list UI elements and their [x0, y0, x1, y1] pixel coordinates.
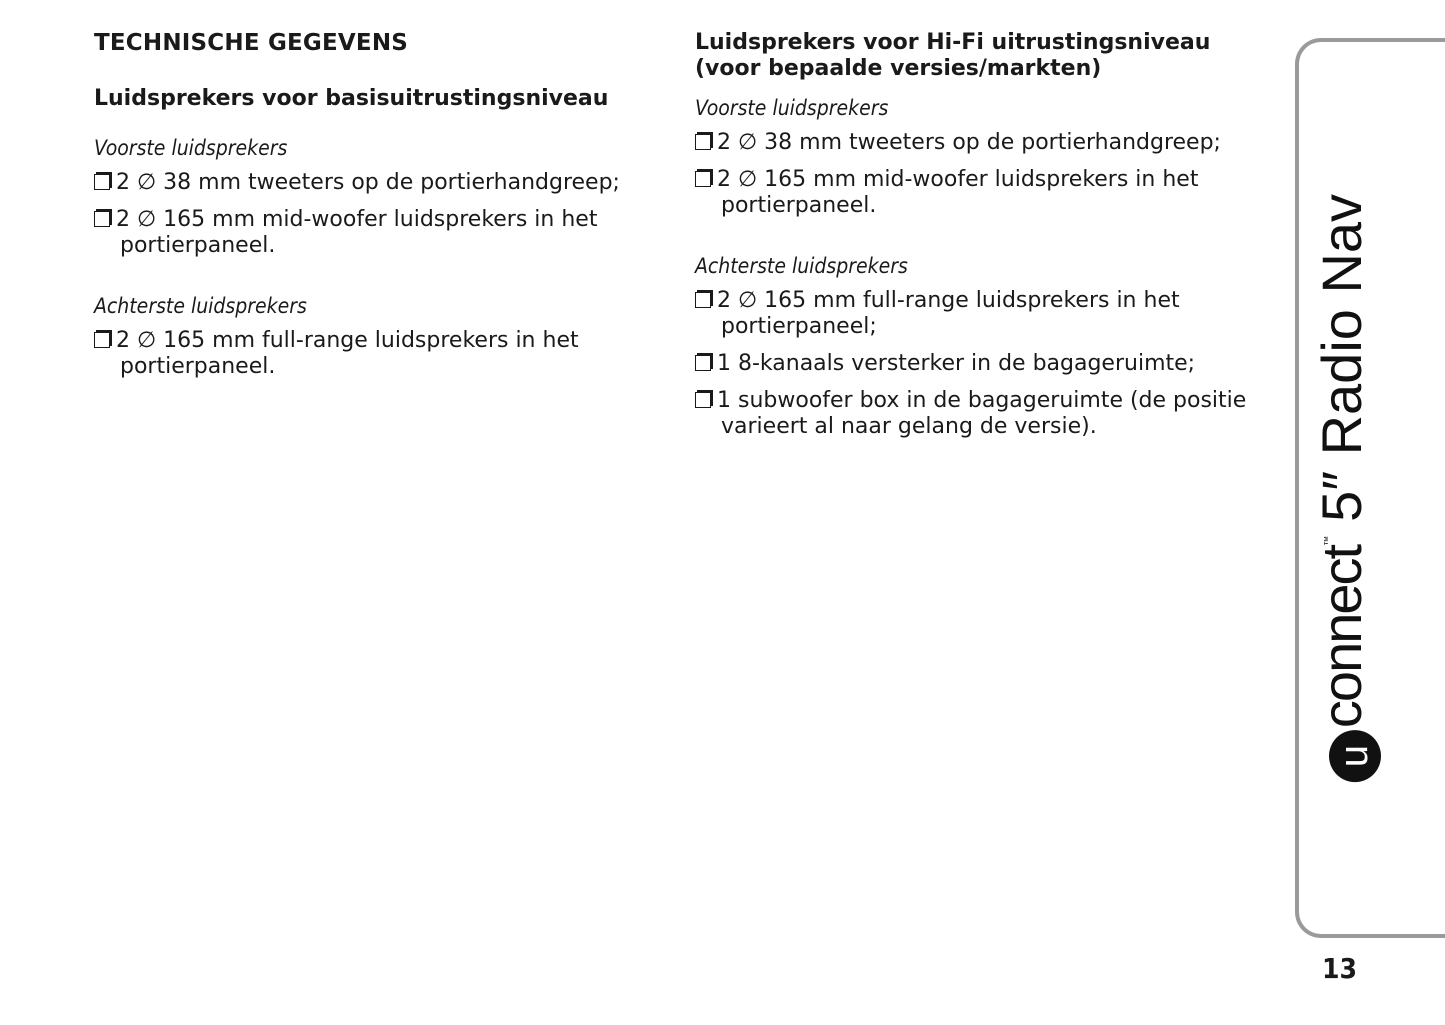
list-item — [94, 328, 654, 380]
right-column — [695, 30, 1255, 451]
item-text: 2 ∅ 165 mm mid-woofer luidsprekers in het portierpaneel. — [717, 167, 1199, 218]
list-item — [94, 207, 654, 259]
item-text: 2 ∅ 38 mm tweeters op de portierhandgreep; — [717, 130, 1221, 155]
list-item — [695, 167, 1255, 219]
section-title: TECHNISCHE GEGEVENS — [94, 30, 409, 56]
item-text: 2 ∅ 165 mm full-range luidsprekers in het portierpaneel; — [717, 288, 1180, 339]
checkbox-bullet-icon — [695, 355, 711, 371]
rear-speakers-label: Achterste luidsprekers — [94, 294, 307, 318]
checkbox-bullet-icon — [94, 174, 110, 190]
chapter-tab-title — [1309, 194, 1381, 782]
list-item — [695, 388, 1255, 440]
item-text: 1 subwoofer box in de bagageruimte (de positie varieert al naar gelang de versie). — [717, 388, 1247, 439]
page-number: 13 — [1322, 952, 1358, 985]
checkbox-bullet-icon — [695, 171, 711, 187]
checkbox-bullet-icon — [695, 292, 711, 308]
item-text: 1 8-kanaals versterker in de bagageruimte; — [717, 351, 1196, 376]
basic-speakers-heading: Luidsprekers voor basisuitrustingsniveau — [94, 86, 609, 111]
left-column — [94, 30, 654, 391]
hifi-speakers-heading — [695, 30, 1255, 82]
checkbox-bullet-icon — [695, 134, 711, 150]
item-text: 2 ∅ 38 mm tweeters op de portierhandgreep; — [116, 170, 620, 195]
tab-title-text: 5″ Radio Nav — [1310, 193, 1373, 522]
logo-text: connect — [1310, 545, 1373, 729]
list-item — [695, 351, 1255, 377]
checkbox-bullet-icon — [94, 332, 110, 348]
heading-line: Luidsprekers voor Hi-Fi uitrustingsniveau — [695, 30, 1211, 55]
checkbox-bullet-icon — [94, 211, 110, 227]
checkbox-bullet-icon — [695, 392, 711, 408]
uconnect-logo-icon: u — [1329, 730, 1381, 782]
list-item — [695, 288, 1255, 340]
list-item — [94, 170, 654, 196]
list-item — [695, 130, 1255, 156]
heading-line: (voor bepaalde versies/markten) — [695, 56, 1102, 81]
item-text: 2 ∅ 165 mm mid-woofer luidsprekers in het portierpaneel. — [116, 207, 598, 258]
trademark: ™ — [1323, 535, 1334, 546]
front-speakers-label: Voorste luidsprekers — [94, 136, 288, 160]
front-speakers-label: Voorste luidsprekers — [695, 96, 889, 120]
item-text: 2 ∅ 165 mm full-range luidsprekers in het portierpaneel. — [116, 328, 579, 379]
rear-speakers-label: Achterste luidsprekers — [695, 254, 908, 278]
